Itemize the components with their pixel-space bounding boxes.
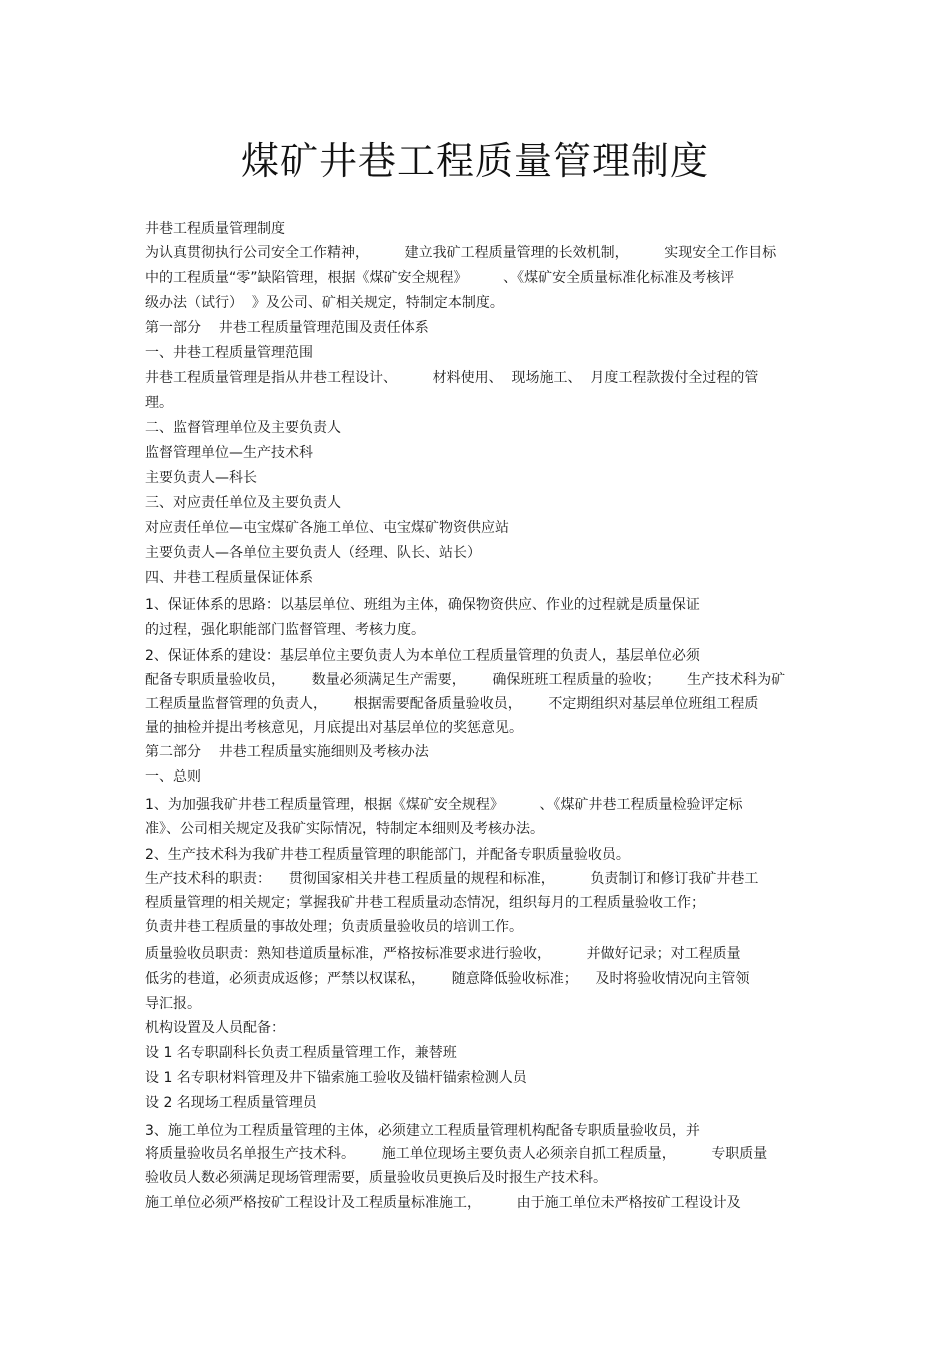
- body-line: 负责井巷工程质量的事故处理；负责质量验收员的培训工作。: [145, 919, 523, 935]
- body-line: 导汇报。: [145, 996, 201, 1012]
- body-line: 3、施工单位为工程质量管理的主体，必须建立工程质量管理机构配备专职质量验收员，并: [145, 1123, 700, 1139]
- body-line: 设 2 名现场工程质量管理员: [145, 1095, 317, 1111]
- body-line: 设 1 名专职材料管理及井下锚索施工验收及锚杆锚索检测人员: [145, 1070, 527, 1086]
- page-title: 煤矿井巷工程质量管理制度: [240, 139, 709, 183]
- body-line: 井巷工程质量管理制度: [145, 221, 285, 237]
- body-line: 2、生产技术科为我矿井巷工程质量管理的职能部门，并配备专职质量验收员。: [145, 847, 630, 863]
- body-line: 施工单位必须严格按矿工程设计及工程质量标准施工， 由于施工单位未严格按矿工程设计及: [145, 1195, 741, 1211]
- body-line: 三、对应责任单位及主要负责人: [145, 495, 341, 511]
- body-line: 为认真贯彻执行公司安全工作精神， 建立我矿工程质量管理的长效机制， 实现安全工作目标: [145, 245, 777, 261]
- body-line: 将质量验收员名单报生产技术科。 施工单位现场主要负责人必须亲自抓工程质量， 专职质量: [145, 1146, 768, 1162]
- body-line: 设 1 名专职副科长负责工程质量管理工作，兼替班: [145, 1045, 457, 1061]
- body-line: 第一部分 井巷工程质量管理范围及责任体系: [145, 320, 429, 336]
- body-line: 程质量管理的相关规定；掌握我矿井巷工程质量动态情况，组织每月的工程质量验收工作；: [145, 895, 705, 911]
- body-line: 主要负责人—各单位主要负责人（经理、队长、站长）: [145, 545, 481, 561]
- body-line: 井巷工程质量管理是指从井巷工程设计、 材料使用、 现场施工、 月度工程款拨付全过程的管: [145, 370, 759, 386]
- body-line: 主要负责人—科长: [145, 470, 257, 486]
- body-line: 工程质量监督管理的负责人， 根据需要配备质量验收员， 不定期组织对基层单位班组工程质: [145, 696, 759, 712]
- body-line: 一、总则: [145, 769, 201, 785]
- body-line: 1、保证体系的思路：以基层单位、班组为主体，确保物资供应、作业的过程就是质量保证: [145, 597, 700, 613]
- body-line: 质量验收员职责：熟知巷道质量标准，严格按标准要求进行验收， 并做好记录；对工程质量: [145, 946, 741, 962]
- body-line: 生产技术科的职责： 贯彻国家相关井巷工程质量的规程和标准， 负责制订和修订我矿井巷工: [145, 871, 759, 887]
- body-line: 准》、公司相关规定及我矿实际情况，特制定本细则及考核办法。: [145, 821, 544, 837]
- body-line: 理。: [145, 395, 173, 411]
- body-line: 级办法（试行） 》及公司、矿相关规定，特制定本制度。: [145, 295, 504, 311]
- body-line: 监督管理单位—生产技术科: [145, 445, 313, 461]
- body-line: 第二部分 井巷工程质量实施细则及考核办法: [145, 744, 429, 760]
- body-line: 验收员人数必须满足现场管理需要，质量验收员更换后及时报生产技术科。: [145, 1170, 607, 1186]
- body-line: 机构设置及人员配备：: [145, 1020, 285, 1036]
- body-line: 配备专职质量验收员， 数量必须满足生产需要， 确保班班工程质量的验收； 生产技术科为矿: [145, 672, 786, 688]
- body-line: 量的抽检并提出考核意见，月底提出对基层单位的奖惩意见。: [145, 720, 523, 736]
- body-line: 2、保证体系的建设：基层单位主要负责人为本单位工程质量管理的负责人，基层单位必须: [145, 648, 700, 664]
- body-line: 1、为加强我矿井巷工程质量管理，根据《煤矿安全规程》 、《煤矿井巷工程质量检验评定标: [145, 797, 743, 813]
- body-line: 四、井巷工程质量保证体系: [145, 570, 313, 586]
- body-line: 一、井巷工程质量管理范围: [145, 345, 313, 361]
- body-line: 的过程，强化职能部门监督管理、考核力度。: [145, 622, 425, 638]
- body-line: 二、监督管理单位及主要负责人: [145, 420, 341, 436]
- body-line: 中的工程质量“零”缺陷管理，根据《煤矿安全规程》 、《煤矿安全质量标准化标准及考核评: [145, 270, 735, 286]
- body-line: 低劣的巷道，必须责成返修；严禁以权谋私， 随意降低验收标准； 及时将验收情况向主管领: [145, 971, 750, 987]
- body-line: 对应责任单位—屯宝煤矿各施工单位、屯宝煤矿物资供应站: [145, 520, 509, 536]
